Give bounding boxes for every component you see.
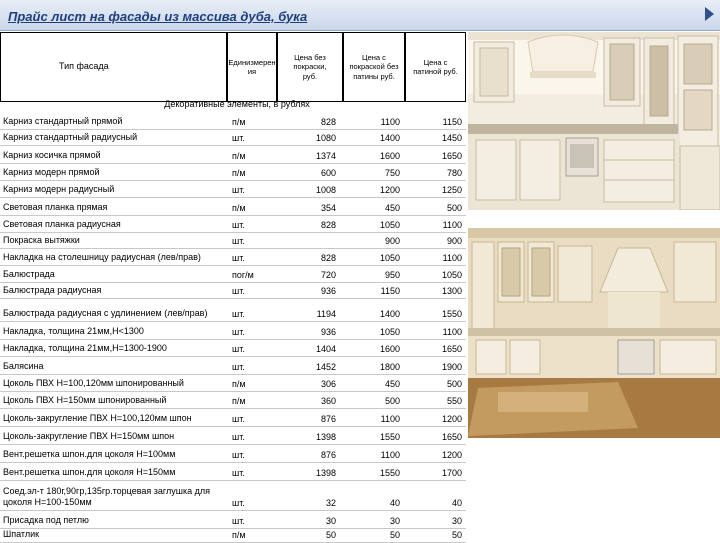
section-label [0,99,466,114]
row-unit: п/м [232,203,246,213]
header-line: покраски, [293,62,327,72]
row-name: Вент.решетка шпон.для цоколя H=150мм [3,467,176,477]
row-price-paint: 1400 [379,133,400,143]
row-price-no-paint: 828 [320,117,336,127]
row-price-no-paint: 936 [320,286,336,296]
row-unit: п/м [232,117,246,127]
row-name: Карниз модерн прямой [3,167,100,177]
header-unit [227,32,277,102]
header-line: патины руб. [353,71,395,81]
row-price-no-paint: 32 [325,498,336,508]
row-price-patina: 1900 [441,362,462,372]
row-price-patina: 1200 [441,450,462,460]
table-row [0,145,466,163]
row-price-patina: 1100 [442,253,462,263]
row-price-paint: 1600 [379,344,400,354]
row-price-patina: 40 [451,498,462,508]
row-price-patina: 50 [451,530,462,540]
header-price-paint [343,32,405,102]
row-unit: шт. [232,516,245,526]
row-unit: шт. [232,309,245,319]
kitchen-photo-top [468,32,720,210]
table-row [0,215,466,232]
row-unit: шт. [232,286,245,296]
row-price-paint: 30 [389,516,400,526]
row-price-no-paint: 30 [325,516,336,526]
row-unit: шт. [232,468,245,478]
row-price-patina: 500 [446,203,462,213]
row-price-paint: 1200 [379,185,400,195]
row-price-patina: 1550 [441,309,462,319]
header-line: патиной руб. [413,67,458,76]
row-unit: п/м [232,151,246,161]
row-price-no-paint: 1008 [315,185,336,195]
row-name: Накладка, толщина 21мм,H=1300-1900 [3,343,167,353]
row-name: Шпатлик [3,529,40,539]
header-type: Тип фасада [0,32,227,102]
row-unit: пог/м [232,270,254,280]
row-price-no-paint: 1374 [315,151,336,161]
header-unit-line: ия [247,67,257,76]
row-price-paint: 1100 [380,414,400,424]
row-unit: шт. [232,253,245,263]
header-unit-line: Единизмерен [228,57,276,67]
row-unit: шт. [232,236,245,246]
row-name: Соед.эл-т 180г,90гр,135гр.торцевая заглушка для цоколя H=100-150мм [3,486,210,507]
page-title: Прайс лист на фасады из массива дуба, бука [8,9,308,24]
row-name: Карниз стандартный радиусный [3,132,138,142]
row-unit: шт. [232,450,245,460]
row-unit: шт. [232,344,245,354]
row-price-patina: 1150 [442,117,462,127]
table-row [0,426,466,444]
row-price-patina: 1250 [441,185,462,195]
arrow-icon [705,7,714,21]
table-row [0,232,466,248]
table-row [0,374,466,391]
table-row [0,444,466,462]
row-price-no-paint: 936 [320,327,336,337]
header-line: руб. [302,71,318,81]
row-price-paint: 1150 [380,286,400,296]
table-row [0,129,466,145]
row-unit: шт. [232,327,245,337]
row-unit: шт. [232,133,245,143]
row-price-paint: 1050 [379,327,400,337]
row-name: Балюстрада радиусная [3,285,102,295]
table-row [0,197,466,215]
table-row [0,163,466,180]
row-unit: шт. [232,432,245,442]
row-unit: шт. [232,498,245,508]
row-price-patina: 1200 [441,414,462,424]
table-row [0,408,466,426]
row-price-patina: 500 [446,379,462,389]
table-row [0,265,466,282]
row-unit: п/м [232,530,246,540]
row-price-patina: 1650 [441,151,462,161]
row-price-no-paint: 354 [320,203,336,213]
row-price-no-paint: 1398 [315,468,336,478]
row-price-paint: 1050 [379,220,400,230]
row-price-paint: 50 [389,530,400,540]
row-price-paint: 1550 [379,468,400,478]
row-price-paint: 450 [384,203,400,213]
row-price-no-paint: 306 [320,379,336,389]
row-name: Световая планка прямая [3,202,108,212]
row-price-no-paint: 50 [325,530,336,540]
row-price-paint: 40 [389,498,400,508]
row-name: Карниз модерн радиусный [3,184,115,194]
row-name: Цоколь-закругление ПВХ H=150мм шпон [3,431,175,441]
row-price-no-paint: 1404 [315,344,336,354]
row-price-paint: 1400 [379,309,400,319]
table-row [0,356,466,374]
table-row [0,339,466,356]
row-price-patina: 1050 [441,270,462,280]
header-price-no-paint [277,32,343,102]
header-line: Цена с [423,57,448,67]
table-row [0,282,466,298]
row-price-patina: 1300 [441,286,462,296]
row-name: Балясина [3,361,44,371]
row-price-patina: 780 [446,168,462,178]
row-name: Балюстрада радиусная с удлинением (лев/прав) [3,308,208,318]
row-price-paint: 500 [384,396,400,406]
row-name: Цоколь-закругление ПВХ H=100,120мм шпон [3,413,192,423]
table-row [0,298,466,321]
header-line: покраской без [349,62,399,72]
row-name: Цоколь ПВХ H=150мм шпонированный [3,395,167,405]
row-price-patina: 1100 [442,327,462,337]
table-row [0,480,466,510]
row-price-paint: 1100 [380,450,400,460]
header-line: Цена без [294,52,326,62]
row-price-no-paint: 1452 [315,362,336,372]
row-price-no-paint: 828 [320,253,336,263]
row-price-no-paint: 1080 [315,133,336,143]
row-price-patina: 1100 [442,220,462,230]
row-name: Цоколь ПВХ H=100,120мм шпонированный [3,378,184,388]
kitchen-photo-bottom [468,228,720,438]
row-name: Вент.решетка шпон.для цоколя H=100мм [3,449,176,459]
row-price-no-paint: 360 [320,396,336,406]
table-row [0,248,466,265]
row-price-paint: 450 [384,379,400,389]
row-name: Присадка под петлю [3,515,89,525]
row-price-paint: 1600 [379,151,400,161]
row-name: Покраска вытяжки [3,235,80,245]
section-label-text: Декоративные элементы, в рублях [164,99,310,109]
row-unit: п/м [232,379,246,389]
header-line: Цена с [362,52,386,62]
row-price-patina: 1450 [441,133,462,143]
row-unit: п/м [232,168,246,178]
row-price-paint: 950 [384,270,400,280]
row-price-patina: 30 [451,516,462,526]
row-price-no-paint: 720 [320,270,336,280]
row-price-paint: 1050 [379,253,400,263]
table-row [0,180,466,197]
row-price-patina: 550 [446,396,462,406]
table-row [0,462,466,480]
row-price-no-paint: 1194 [316,309,336,319]
row-price-no-paint: 600 [320,168,336,178]
row-name: Балюстрада [3,269,55,279]
row-price-paint: 750 [384,168,400,178]
row-price-patina: 1650 [441,344,462,354]
title-bar [0,0,720,31]
row-unit: шт. [232,362,245,372]
row-price-paint: 900 [384,236,400,246]
row-price-paint: 1550 [379,432,400,442]
row-name: Накладка, толщина 21мм,H<1300 [3,326,144,336]
row-name: Карниз косичка прямой [3,150,101,160]
row-price-no-paint: 876 [320,450,336,460]
table-row [0,391,466,408]
row-price-no-paint: 1398 [315,432,336,442]
price-table [0,32,466,540]
row-unit: шт. [232,220,245,230]
row-name: Световая планка радиусная [3,219,121,229]
row-price-no-paint: 876 [320,414,336,424]
row-price-patina: 1650 [441,432,462,442]
row-name: Накладка на столешницу радиусная (лев/прав) [3,252,201,262]
table-row [0,510,466,528]
row-price-paint: 1800 [379,362,400,372]
row-price-no-paint: 828 [320,220,336,230]
row-unit: шт. [232,185,245,195]
row-name: Карниз стандартный прямой [3,116,123,126]
table-row [0,114,466,129]
header-price-patina [405,32,466,102]
row-unit: шт. [232,414,245,424]
row-price-patina: 1700 [441,468,462,478]
row-price-paint: 1100 [380,117,400,127]
row-unit: п/м [232,396,246,406]
row-price-patina: 900 [446,236,462,246]
table-row [0,321,466,339]
